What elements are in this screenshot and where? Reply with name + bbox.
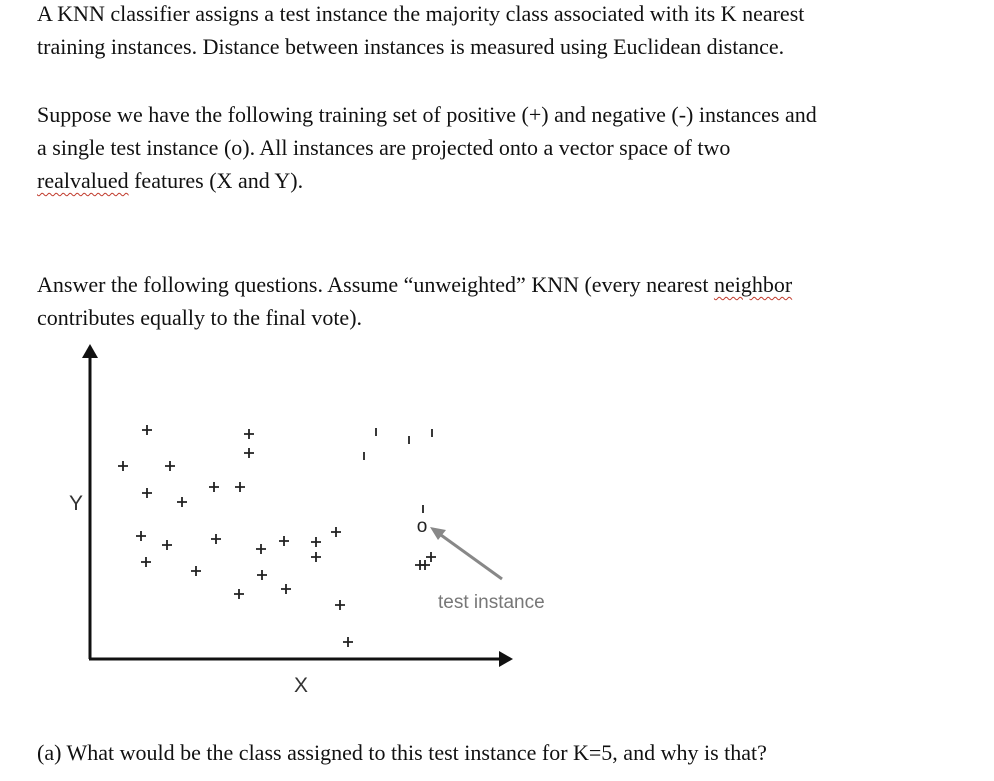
positive-instance: [279, 536, 289, 546]
y-axis-arrowhead: [82, 344, 98, 358]
spellcheck-word-neighbor: neighbor: [713, 272, 793, 297]
positive-instance: [244, 448, 254, 458]
intro-line-2: training instances. Distance between instances is measured using Euclidean distance.: [37, 34, 785, 59]
positive-instance: [141, 557, 151, 567]
positive-instance: [142, 425, 152, 435]
test-instance-annotation: test instance: [438, 592, 545, 613]
x-axis-arrowhead: [499, 651, 513, 667]
instructions-line-2: contributes equally to the final vote).: [37, 305, 363, 330]
positive-instance: [234, 589, 244, 599]
question-a-text: (a) What would be the class assigned to this test instance for K=5, and why is that?: [37, 740, 767, 765]
spellcheck-word-realvalued: realvalued: [37, 168, 129, 193]
test-instance-marker: o: [416, 516, 428, 537]
positive-instance: [257, 570, 267, 580]
positive-instance: [162, 540, 172, 550]
setup-line-2: a single test instance (o). All instances are projected onto a vector space of two: [37, 135, 731, 160]
intro-line-1: A KNN classifier assigns a test instance the majority class associated with its K nearest: [37, 1, 805, 26]
positive-instance: [256, 544, 266, 554]
positive-instance: [142, 488, 152, 498]
positive-instance: [165, 461, 175, 471]
positive-instance: [311, 537, 321, 547]
positive-instance: [331, 527, 341, 537]
x-axis-label: X: [293, 674, 309, 697]
negative-instances: [364, 428, 432, 513]
positive-instances: [118, 425, 436, 647]
positive-instance: [335, 600, 345, 610]
instructions-line-1: Answer the following questions. Assume “unweighted” KNN (every nearest: [37, 272, 714, 297]
question-a: [37, 736, 974, 769]
y-axis-label: Y: [68, 492, 84, 515]
positive-instance: [136, 531, 146, 541]
positive-instance: [118, 461, 128, 471]
positive-instance: [311, 552, 321, 562]
positive-instance: [191, 566, 201, 576]
positive-instance: [177, 497, 187, 507]
positive-instance: [415, 560, 425, 570]
test-instance-arrow: [434, 530, 502, 579]
setup-line-1: Suppose we have the following training set of positive (+) and negative (-) instances and: [37, 102, 817, 127]
positive-instance: [211, 534, 221, 544]
positive-instance: [235, 482, 245, 492]
positive-instance: [244, 429, 254, 439]
setup-line-3: features (X and Y).: [128, 168, 304, 193]
positive-instance: [281, 584, 291, 594]
positive-instance: [209, 482, 219, 492]
positive-instance: [343, 637, 353, 647]
positive-instance: [426, 552, 436, 562]
